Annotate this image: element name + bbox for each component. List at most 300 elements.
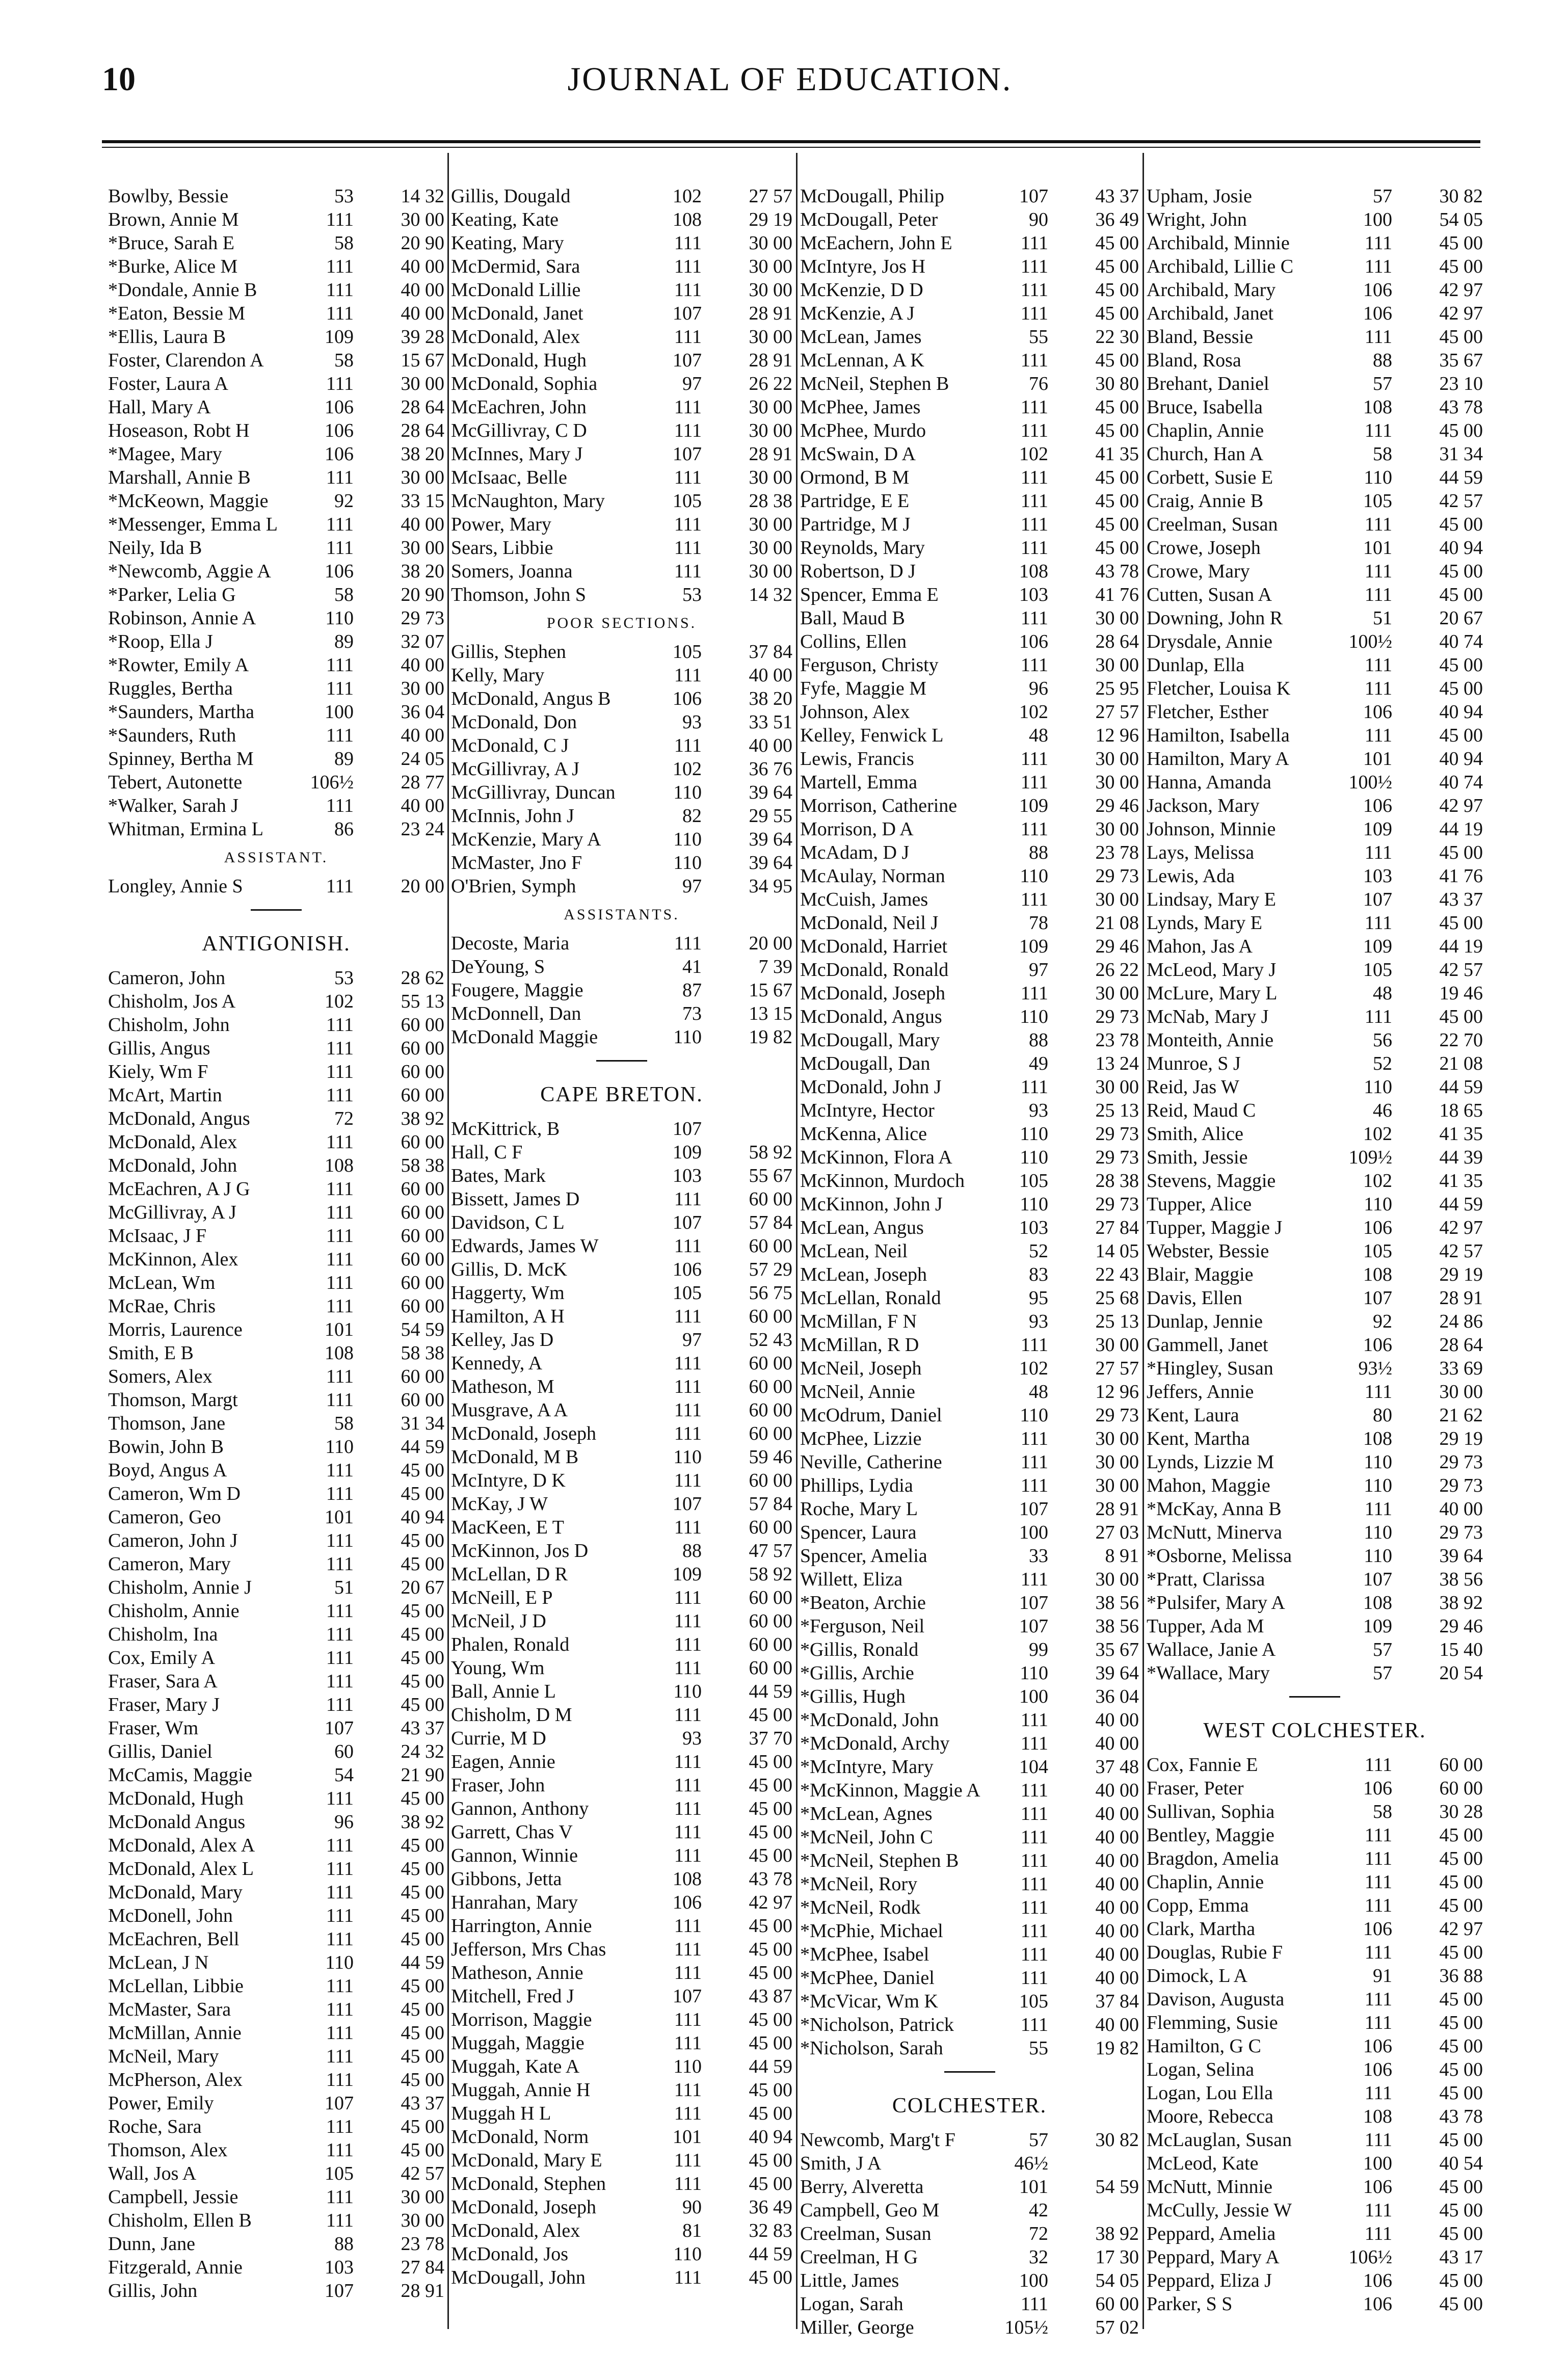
days-taught: 57: [1373, 1639, 1392, 1660]
teacher-name: Fitzgerald, Annie: [108, 2257, 243, 2278]
grant-amount: 29 73: [1095, 1006, 1139, 1027]
days-taught: 105: [1363, 490, 1392, 512]
teacher-name: McDougall, Dan: [800, 1053, 931, 1074]
grant-amount: 28 91: [749, 443, 792, 465]
list-item: [800, 1568, 1139, 1591]
days-taught: 88: [682, 1540, 702, 1562]
days-taught: 58: [1373, 1801, 1392, 1822]
list-item: [108, 442, 444, 466]
teacher-name: Little, James: [800, 2270, 899, 2291]
list-item: [800, 1216, 1139, 1239]
grant-amount: 45 00: [1439, 256, 1483, 277]
teacher-name: Chisholm, Jos A: [108, 991, 236, 1012]
list-item: [108, 1998, 444, 2021]
days-taught: 32: [1029, 2246, 1048, 2268]
days-taught: 58: [334, 584, 354, 605]
grant-amount: 41 76: [1095, 584, 1139, 605]
days-taught: 111: [1020, 420, 1048, 441]
list-item: [451, 1656, 792, 1680]
list-item: [108, 1646, 444, 1670]
teacher-name: Lewis, Francis: [800, 748, 914, 770]
days-taught: 111: [1020, 279, 1048, 301]
days-taught: 111: [326, 1295, 354, 1317]
list-item: [800, 747, 1139, 771]
list-item: [800, 2245, 1139, 2269]
list-item: [451, 184, 792, 208]
days-taught: 55: [1029, 326, 1048, 348]
teacher-name: Bland, Rosa: [1147, 350, 1241, 371]
grant-amount: 60 00: [401, 1178, 444, 1200]
teacher-name: Reynolds, Mary: [800, 537, 925, 559]
teacher-name: Moore, Rebecca: [1147, 2106, 1273, 2127]
grant-amount: 29 19: [749, 209, 792, 230]
district-heading: ANTIGONISH.: [202, 932, 351, 956]
list-item: [1147, 864, 1483, 888]
grant-amount: 60 00: [749, 1235, 792, 1257]
teacher-name: Wallace, Janie A: [1147, 1639, 1276, 1660]
teacher-name: Bruce, Isabella: [1147, 396, 1263, 418]
teacher-name: McCamis, Maggie: [108, 1764, 252, 1786]
list-item: [800, 513, 1139, 536]
teacher-name: Young, Wm: [451, 1657, 545, 1679]
teacher-name: Archibald, Mary: [1147, 279, 1276, 301]
section-divider: [108, 898, 444, 921]
days-taught: 111: [674, 537, 702, 559]
teacher-name: Church, Han A: [1147, 443, 1264, 465]
list-item: [451, 1516, 792, 1539]
grant-amount: 28 64: [401, 396, 444, 418]
grant-amount: 30 00: [749, 420, 792, 441]
days-taught: 111: [1364, 2082, 1392, 2104]
list-item: [451, 2196, 792, 2219]
list-item: [108, 560, 444, 583]
list-item: [451, 687, 792, 710]
days-taught: 111: [326, 2022, 354, 2044]
list-item: [1147, 1169, 1483, 1193]
list-item: [800, 1497, 1139, 1521]
list-item: [108, 1552, 444, 1576]
days-taught: 88: [1029, 842, 1048, 863]
grant-amount: 24 32: [401, 1741, 444, 1762]
list-item: [108, 1060, 444, 1083]
days-taught: 55: [1029, 2038, 1048, 2059]
grant-amount: 45 00: [1439, 1989, 1483, 2010]
teacher-name: Thomson, Jane: [108, 1413, 226, 1434]
teacher-name: *Beaton, Archie: [800, 1592, 926, 1614]
teacher-name: Dunlap, Ella: [1147, 654, 1245, 676]
list-item: [108, 1412, 444, 1435]
teacher-name: Hamilton, Mary A: [1147, 748, 1289, 770]
list-item: [800, 1544, 1139, 1568]
list-item: [451, 1586, 792, 1609]
grant-amount: 23 78: [1095, 842, 1139, 863]
days-taught: 111: [326, 2046, 354, 2067]
grant-amount: 45 00: [749, 1775, 792, 1796]
grant-amount: 12 96: [1095, 1381, 1139, 1403]
list-item: [451, 1352, 792, 1375]
list-item: [800, 935, 1139, 958]
list-item: [800, 982, 1139, 1005]
days-taught: 108: [673, 209, 702, 230]
list-item: [800, 184, 1139, 208]
teacher-name: Cameron, Geo: [108, 1506, 221, 1528]
list-item: [108, 653, 444, 677]
grant-amount: 27 03: [1095, 1522, 1139, 1543]
grant-amount: 28 91: [1095, 1498, 1139, 1520]
grant-amount: 45 00: [1095, 537, 1139, 559]
days-taught: 111: [1020, 1334, 1048, 1356]
teacher-name: Logan, Selina: [1147, 2059, 1255, 2080]
grant-amount: 32 07: [401, 631, 444, 652]
list-item: [451, 2172, 792, 2196]
grant-amount: 45 00: [1439, 2129, 1483, 2151]
teacher-name: *McLean, Agnes: [800, 1803, 933, 1824]
teacher-name: Wall, Jos A: [108, 2163, 197, 2184]
grant-amount: 45 00: [401, 1624, 444, 1645]
grant-amount: 39 64: [1095, 1662, 1139, 1684]
teacher-name: Somers, Alex: [108, 1366, 212, 1387]
days-taught: 57: [1373, 373, 1392, 394]
days-taught: 110: [1364, 1545, 1392, 1567]
grant-amount: 18 65: [1439, 1100, 1483, 1121]
days-taught: 111: [1020, 537, 1048, 559]
section-divider: [1147, 1685, 1483, 1708]
grant-amount: 44 39: [1439, 1147, 1483, 1168]
list-item: [800, 1966, 1139, 1990]
days-taught: 111: [674, 2173, 702, 2194]
teacher-name: McDonald, Jos: [451, 2243, 569, 2265]
teacher-name: Roche, Mary L: [800, 1498, 918, 1520]
teacher-name: Blair, Maggie: [1147, 1264, 1254, 1285]
days-taught: 111: [1020, 889, 1048, 910]
grant-amount: 60 00: [749, 1423, 792, 1444]
days-taught: 110: [1364, 1522, 1392, 1543]
grant-amount: 45 00: [1439, 654, 1483, 676]
grant-amount: 45 00: [1439, 2200, 1483, 2221]
grant-amount: 26 22: [749, 373, 792, 394]
days-taught: 111: [326, 1858, 354, 1880]
teacher-name: Gillis, Dougald: [451, 186, 571, 207]
teacher-name: Hamilton, A H: [451, 1306, 565, 1327]
days-taught: 111: [1020, 772, 1048, 793]
grant-amount: 43 37: [401, 1717, 444, 1739]
teacher-name: Morrison, Maggie: [451, 2009, 592, 2030]
grant-amount: 45 00: [401, 2139, 444, 2161]
days-taught: 95: [1029, 1287, 1048, 1309]
list-item: [108, 1599, 444, 1623]
teacher-name: Spinney, Bertha M: [108, 748, 254, 770]
grant-amount: 15 67: [749, 980, 792, 1001]
list-item: [1147, 1193, 1483, 1216]
list-item: [800, 489, 1139, 513]
grant-amount: 40 94: [1439, 701, 1483, 723]
teacher-name: *Newcomb, Aggie A: [108, 561, 271, 582]
list-item: [108, 1904, 444, 1927]
teacher-name: Peppard, Mary A: [1147, 2246, 1280, 2268]
list-item: [800, 1826, 1139, 1849]
days-taught: 53: [334, 967, 354, 989]
teacher-name: Sullivan, Sophia: [1147, 1801, 1275, 1822]
grant-amount: 41 76: [1439, 865, 1483, 887]
days-taught: 48: [1373, 983, 1392, 1004]
days-taught: 108: [325, 1342, 354, 1364]
list-item: [1147, 1005, 1483, 1028]
days-taught: 110: [1020, 1194, 1048, 1215]
grant-amount: 30 00: [749, 396, 792, 418]
days-taught: 108: [1363, 1592, 1392, 1614]
days-taught: 87: [682, 980, 702, 1001]
days-taught: 97: [682, 876, 702, 897]
days-taught: 107: [673, 1986, 702, 2007]
teacher-name: Harrington, Annie: [451, 1915, 592, 1937]
grant-amount: 40 00: [401, 795, 444, 816]
grant-amount: 25 68: [1095, 1287, 1139, 1309]
days-taught: 72: [1029, 2223, 1048, 2244]
grant-amount: 35 67: [1095, 1639, 1139, 1660]
list-item: [1147, 911, 1483, 935]
teacher-name: McLean, Wm: [108, 1272, 216, 1293]
days-taught: 97: [682, 373, 702, 394]
list-item: [1147, 677, 1483, 700]
grant-amount: 26 22: [1095, 959, 1139, 981]
teacher-name: Keating, Kate: [451, 209, 559, 230]
teacher-name: Lynds, Lizzie M: [1147, 1451, 1274, 1473]
teacher-name: McDonald, Neil J: [800, 912, 939, 934]
teacher-name: Power, Emily: [108, 2093, 214, 2114]
list-item: [800, 1028, 1139, 1052]
days-taught: 58: [334, 1413, 354, 1434]
list-item: [451, 1985, 792, 2008]
list-item: [800, 1615, 1139, 1638]
teacher-name: McLellan, D R: [451, 1564, 568, 1585]
days-taught: 106: [325, 443, 354, 465]
teacher-name: Smith, E B: [108, 1342, 194, 1364]
grant-amount: 19 82: [1095, 2038, 1139, 2059]
days-taught: 110: [1020, 865, 1048, 887]
days-taught: 110: [673, 1681, 702, 1702]
days-taught: 106: [1363, 1778, 1392, 1799]
days-taught: 111: [1020, 983, 1048, 1004]
days-taught: 111: [674, 279, 702, 301]
list-item: [800, 2199, 1139, 2222]
list-item: [1147, 278, 1483, 302]
teacher-name: Archibald, Minnie: [1147, 232, 1290, 254]
days-taught: 110: [1020, 1147, 1048, 1168]
list-item: [108, 255, 444, 278]
days-taught: 93: [1029, 1100, 1048, 1121]
teacher-name: Thomson, John S: [451, 584, 586, 605]
list-item: [451, 1281, 792, 1305]
list-item: [800, 395, 1139, 419]
teacher-name: McKinnon, John J: [800, 1194, 943, 1215]
teacher-name: McInnis, John J: [451, 805, 574, 827]
grant-amount: 45 00: [401, 1858, 444, 1880]
days-taught: 111: [1020, 303, 1048, 324]
days-taught: 111: [326, 876, 354, 897]
grant-amount: 45 00: [1439, 326, 1483, 348]
list-item: [1147, 349, 1483, 372]
grant-amount: 54 05: [1095, 2270, 1139, 2291]
grant-amount: 45 00: [401, 1483, 444, 1504]
days-taught: 109: [673, 1564, 702, 1585]
grant-amount: 30 00: [749, 561, 792, 582]
days-taught: 111: [326, 209, 354, 230]
list-item: [1147, 2199, 1483, 2222]
days-taught: 111: [674, 1399, 702, 1421]
list-item: [1147, 771, 1483, 794]
teacher-name: Muggah, Kate A: [451, 2056, 580, 2077]
teacher-name: McEachren, Bell: [108, 1928, 240, 1950]
teacher-name: Smith, J A: [800, 2153, 882, 2174]
teacher-name: McDonell, John: [108, 1905, 233, 1926]
days-taught: 111: [326, 2116, 354, 2137]
teacher-name: *Burke, Alice M: [108, 256, 238, 277]
days-taught: 111: [326, 1272, 354, 1293]
subsection-heading: POOR SECTIONS.: [546, 615, 697, 631]
teacher-name: Cameron, Wm D: [108, 1483, 241, 1504]
days-taught: 97: [682, 1329, 702, 1351]
days-taught: 111: [1020, 467, 1048, 488]
list-item: [451, 2008, 792, 2031]
teacher-name: Creelman, Susan: [1147, 514, 1278, 535]
teacher-name: Logan, Lou Ella: [1147, 2082, 1273, 2104]
grant-amount: 60 00: [401, 1272, 444, 1293]
days-taught: 111: [1364, 2129, 1392, 2151]
list-item: [451, 875, 792, 898]
list-item: [108, 395, 444, 419]
list-item: [1147, 325, 1483, 349]
teacher-name: McEachren, John: [451, 396, 587, 418]
list-item: [800, 1310, 1139, 1333]
teacher-name: Phalen, Ronald: [451, 1634, 570, 1655]
grant-amount: 42 97: [1439, 279, 1483, 301]
teacher-name: McDonald, Hugh: [108, 1788, 244, 1809]
days-taught: 90: [682, 2197, 702, 2218]
list-item: [800, 1732, 1139, 1755]
list-item: [800, 1802, 1139, 1826]
days-taught: 106: [1363, 2293, 1392, 2315]
teacher-name: Kennedy, A: [451, 1353, 543, 1374]
list-item: [451, 1234, 792, 1258]
grant-amount: 55 13: [401, 991, 444, 1012]
grant-amount: 40 00: [401, 303, 444, 324]
list-item: [451, 489, 792, 513]
days-taught: 88: [1373, 350, 1392, 371]
days-taught: 111: [1020, 1076, 1048, 1098]
grant-amount: 28 62: [401, 967, 444, 989]
grant-amount: 45 00: [401, 1647, 444, 1669]
days-taught: 111: [1020, 1850, 1048, 1871]
days-taught: 111: [326, 725, 354, 746]
list-item: [800, 2222, 1139, 2245]
teacher-name: McPhee, Lizzie: [800, 1428, 922, 1449]
days-taught: 106: [1363, 1334, 1392, 1356]
teacher-name: *Walker, Sarah J: [108, 795, 239, 816]
days-taught: 111: [1364, 1989, 1392, 2010]
days-taught: 111: [1364, 514, 1392, 535]
list-item: [108, 278, 444, 302]
teacher-name: Copp, Emma: [1147, 1895, 1249, 1916]
list-item: [451, 231, 792, 255]
grant-amount: 60 00: [749, 1470, 792, 1491]
days-taught: 106: [673, 688, 702, 709]
grant-amount: 57 29: [749, 1259, 792, 1280]
teacher-name: MacKeen, E T: [451, 1517, 564, 1538]
list-item: [108, 2115, 444, 2138]
grant-amount: 42 97: [749, 1892, 792, 1913]
grant-amount: 40 00: [1095, 1780, 1139, 1801]
teacher-name: McDonald Lillie: [451, 279, 581, 301]
list-item: [108, 966, 444, 990]
list-item: [800, 1943, 1139, 1966]
list-item: [800, 2269, 1139, 2292]
days-taught: 51: [1373, 607, 1392, 629]
days-taught: 101: [1363, 748, 1392, 770]
list-item: [1147, 2128, 1483, 2152]
days-taught: 52: [1373, 1053, 1392, 1074]
days-taught: 89: [334, 748, 354, 770]
teacher-name: McNeill, E P: [451, 1587, 553, 1608]
list-item: [451, 757, 792, 781]
teacher-name: *McPhie, Michael: [800, 1920, 943, 1942]
list-item: [1147, 1917, 1483, 1941]
grant-amount: 43 78: [749, 1868, 792, 1890]
days-taught: 99: [1029, 1639, 1048, 1660]
list-item: [451, 2078, 792, 2102]
teacher-name: McCully, Jessie W: [1147, 2200, 1292, 2221]
days-taught: 111: [326, 1530, 354, 1551]
days-taught: 102: [673, 758, 702, 780]
teacher-name: Bowin, John B: [108, 1436, 224, 1458]
teacher-name: Chaplin, Annie: [1147, 1871, 1264, 1893]
grant-amount: 29 19: [1439, 1264, 1483, 1285]
grant-amount: 22 30: [1095, 326, 1139, 348]
list-item: [108, 2185, 444, 2209]
grant-amount: 40 00: [749, 665, 792, 686]
days-taught: 111: [326, 2186, 354, 2208]
days-taught: 106: [673, 1259, 702, 1280]
days-taught: 105: [325, 2163, 354, 2184]
list-item: [1147, 1216, 1483, 1239]
grant-amount: 45 00: [401, 1530, 444, 1551]
teacher-name: *Hingley, Susan: [1147, 1358, 1273, 1379]
list-item: [1147, 395, 1483, 419]
list-item: [108, 1740, 444, 1763]
grant-amount: 45 00: [1439, 912, 1483, 934]
list-item: [1147, 513, 1483, 536]
days-taught: 110: [673, 852, 702, 874]
teacher-name: Archibald, Lillie C: [1147, 256, 1294, 277]
grant-amount: 28 38: [749, 490, 792, 512]
days-taught: 111: [326, 1178, 354, 1200]
list-item: [800, 630, 1139, 653]
list-item: [1147, 231, 1483, 255]
list-item: [451, 2102, 792, 2125]
grant-amount: 40 00: [1095, 1709, 1139, 1731]
teacher-name: *Rowter, Emily A: [108, 654, 249, 676]
grant-amount: 28 91: [1439, 1287, 1483, 1309]
teacher-name: McDonald, Ronald: [800, 959, 949, 981]
teacher-name: McIsaac, Belle: [451, 467, 567, 488]
grant-amount: 45 00: [749, 2079, 792, 2101]
grant-amount: 40 00: [1095, 1944, 1139, 1965]
list-item: [451, 1211, 792, 1234]
list-item: [108, 1951, 444, 1974]
teacher-name: DeYoung, S: [451, 956, 545, 977]
list-item: [1147, 888, 1483, 911]
days-taught: 105: [1363, 1240, 1392, 1262]
teacher-name: McGillivray, A J: [451, 758, 579, 780]
